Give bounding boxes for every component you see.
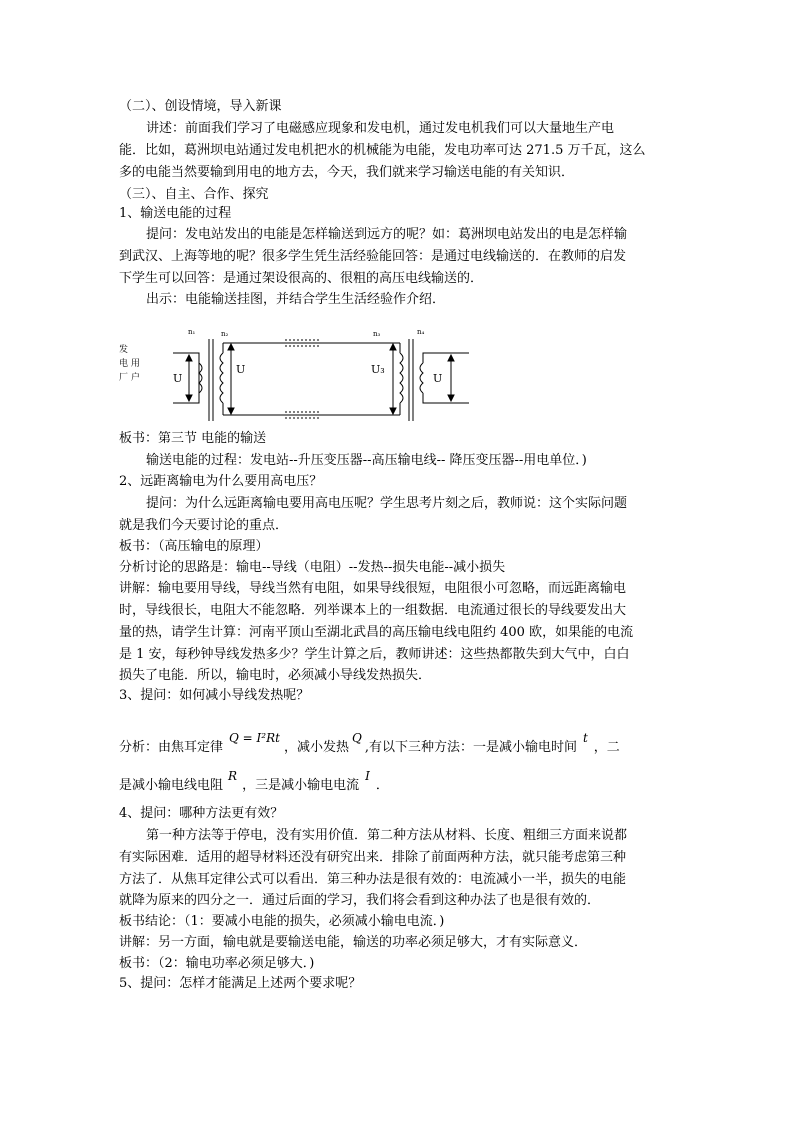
paragraph-line: 板书：（2：输电功率必须足够大．) (119, 956, 315, 971)
paragraph-line: 有实际困难．适用的超导材料还没有研究出来．排除了前面两种方法，就只能考虑第三种 (119, 850, 627, 865)
diagram-left-label: 厂 户 (119, 373, 140, 383)
paragraph-line: 提问：发电站发出的电能是怎样输送到远方的呢？如：葛洲坝电站发出的电是怎样输 (146, 227, 628, 242)
r-symbol: R (228, 769, 238, 783)
paragraph-line: 能．比如，葛洲坝电站通过发电机把水的机械能为电能，发电功率可达 271.5 万千瓦，这么 (119, 143, 646, 158)
subheading-4: 4、提问：哪种方法更有效？ (119, 806, 284, 821)
paragraph-line: 讲解：输电要用导线，导线当然有电阻，如果导线很短，电阻很小可忽略，而远距离输电 (119, 581, 627, 596)
paragraph-line: 讲述：前面我们学习了电磁感应现象和发电机，通过发电机我们可以大量地生产电 (146, 121, 615, 136)
board-title: 板书：第三节 电能的输送 (119, 431, 267, 446)
paragraph-line: 到武汉、上海等地的呢？很多学生凭生活经验能回答：是通过电线输送的．在教师的启发 (119, 249, 627, 264)
paragraph-line: 板书：（高压输电的原理） (119, 539, 269, 554)
u-left-label: U (173, 372, 183, 385)
paragraph-line: 方法了．从焦耳定律公式可以看出．第三种办法是很有效的：电流减小一半，损失的电能 (119, 872, 627, 887)
paragraph-line: 多的电能当然要输到用电的地方去，今天，我们就来学习输送电能的有关知识． (119, 165, 575, 180)
paragraph-line: 板书结论：（1：要减小电能的损失，必须减小输电电流．) (119, 914, 445, 929)
n2-label: n₂ (221, 330, 229, 338)
paragraph-line: 是 1 安，每秒钟导线发热多少？学生计算之后，教师讲述：这些热都散失到大气中，白白 (119, 647, 630, 662)
u-mid-label: U (236, 363, 246, 376)
subheading-3: 3、提问：如何减小导线发热呢？ (119, 688, 310, 703)
joule-formula: Q = I²Rt (229, 731, 280, 745)
subheading-5: 5、提问：怎样才能满足上述两个要求呢？ (119, 976, 362, 991)
paragraph-line: 提问：为什么远距离输电要用高电压呢？学生思考片刻之后，教师说：这个实际问题 (146, 496, 628, 511)
paragraph-line: 就降为原来的四分之一．通过后面的学习，我们将会看到这种办法了也是很有效的． (119, 893, 601, 908)
paragraph-line: 讲解：另一方面，输电就是要输送电能，输送的功率必须足够大，才有实际意义． (119, 935, 588, 950)
paragraph-line: 就是我们今天要讨论的重点． (119, 518, 289, 533)
u3-label: U₃ (371, 363, 385, 376)
paragraph-line: 输送电能的过程：发电站--升压变压器--高压输电线-- 降压变压器--用电单位．) (146, 453, 587, 468)
subheading-2: 2、远距离输电为什么要用高电压？ (119, 474, 323, 489)
section-heading-3: （三）、自主、合作、探究 (119, 187, 269, 202)
paragraph-line: 损失了电能．所以，输电时，必须减小导线发热损失． (119, 668, 432, 683)
paragraph-line: 量的热，请学生计算：河南平顶山至湖北武昌的高压输电线电阻约 400 欧，如果能的电流 (119, 625, 634, 640)
paragraph-line: 第一种方法等于停电，没有实用价值．第二种方法从材料、长度、粗细三方面来说都 (146, 828, 628, 843)
text-run: 分析：由焦耳定律 (119, 740, 224, 755)
paragraph-line: 出示：电能输送挂图，并结合学生生活经验作介绍． (146, 292, 446, 307)
formula-line-1 (119, 731, 679, 759)
u-right-label: U (433, 372, 443, 385)
diagram-left-label: 发 (119, 345, 129, 355)
paragraph-line: 分析讨论的思路是：输电--导线（电阻）--发热--损失电能--减小损失 (119, 560, 506, 575)
t-symbol: t (582, 731, 588, 745)
text-run: ． (375, 778, 389, 793)
q-symbol: Q (351, 731, 362, 745)
text-run: ，二 (593, 740, 620, 755)
transmission-diagram (115, 325, 475, 425)
text-run: ,有以下三种方法：一是减小输电时间 (364, 740, 577, 755)
paragraph-line: 下学生可以回答：是通过架设很高的、很粗的高压电线输送的． (119, 271, 484, 286)
text-run: ，三是减小输电电流 (242, 778, 360, 793)
section-heading-2: （二）、创设情境，导入新课 (119, 99, 282, 114)
i-symbol: I (365, 769, 370, 783)
diagram-left-label: 电 用 (119, 359, 140, 369)
text-run: ，减小发热 (283, 740, 349, 755)
n1-label: n₁ (188, 328, 196, 336)
n3-label: n₃ (373, 330, 381, 338)
subheading-1: 1、输送电能的过程 (119, 206, 232, 221)
n4-label: n₄ (417, 328, 425, 336)
text-run: 是减小输电线电阻 (119, 778, 224, 793)
formula-line-2 (119, 769, 679, 797)
paragraph-line: 时，导线很长，电阻大不能忽略．列举课本上的一组数据．电流通过很长的导线要发出大 (119, 603, 627, 618)
